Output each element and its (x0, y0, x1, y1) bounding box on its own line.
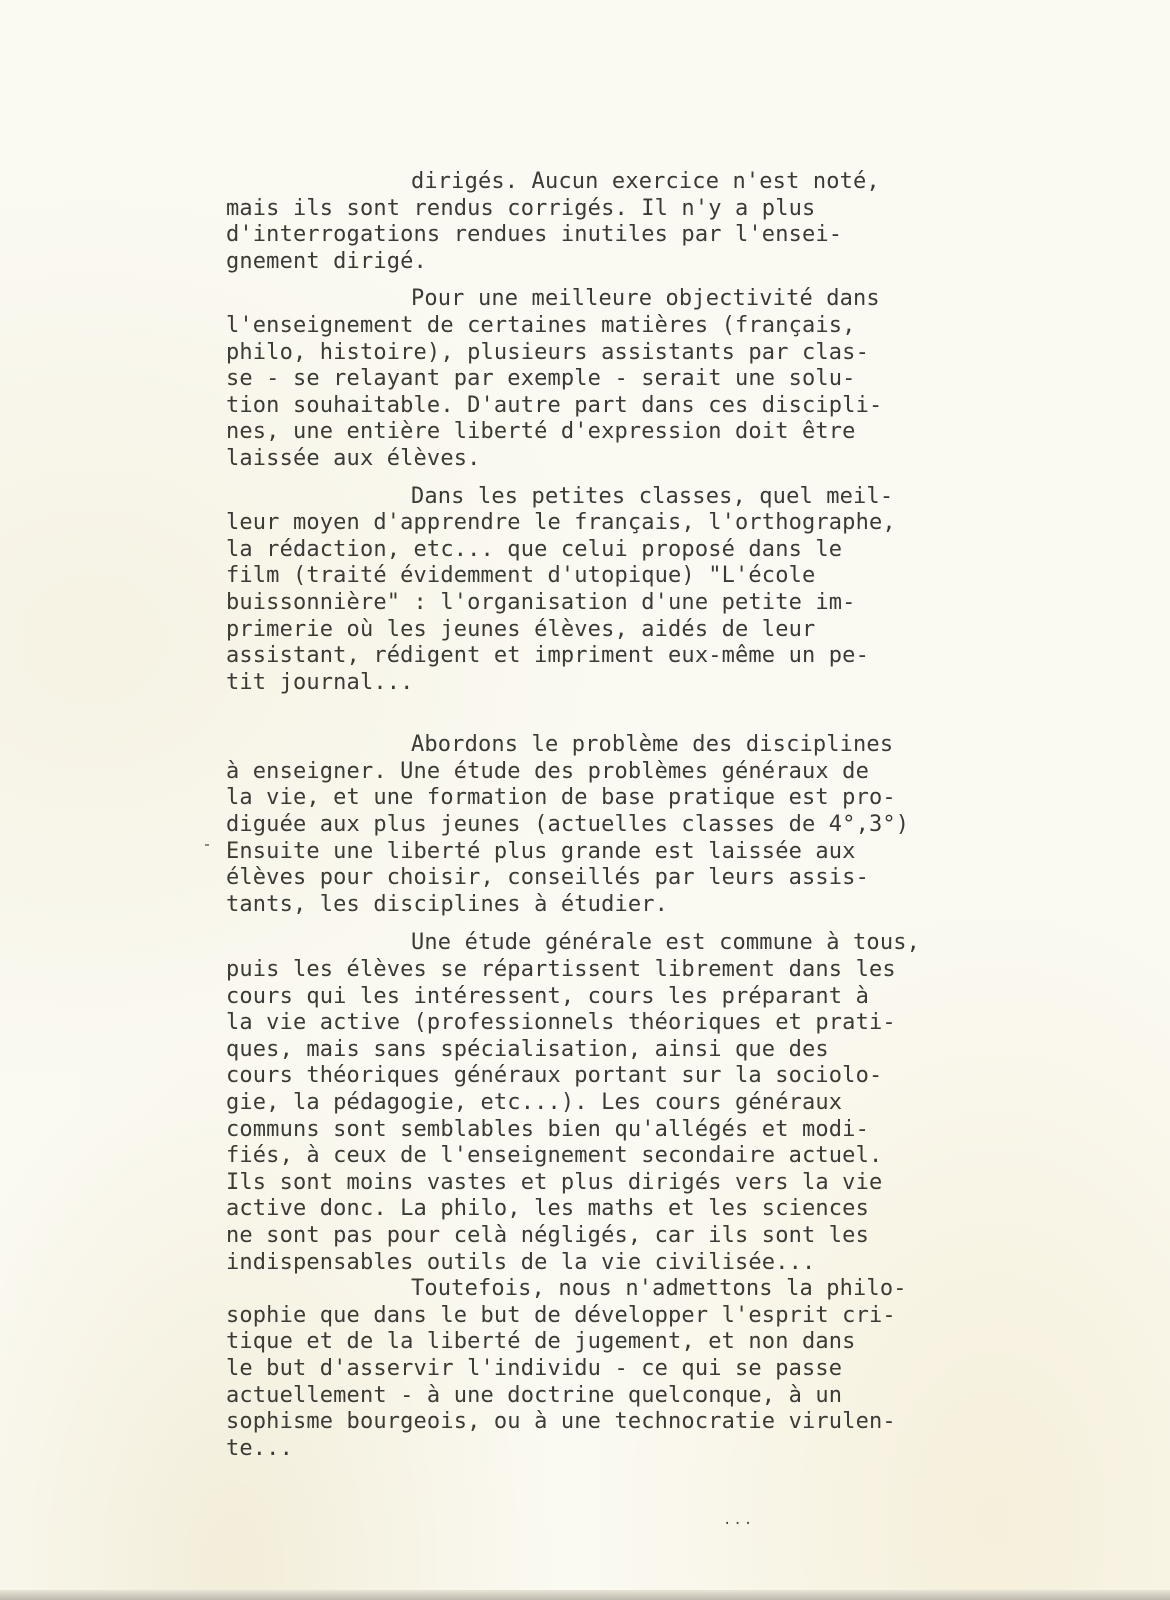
text-line: d'interrogations rendues inutiles par l'ensei- (226, 222, 843, 248)
page-bottom-edge (0, 1590, 1170, 1600)
text-line: actuellement - à une doctrine quelconque, à un (226, 1382, 843, 1408)
text-line: la vie, et une formation de base pratique est pro- (226, 785, 896, 811)
text-line: puis les élèves se répartissent librement dans les (226, 957, 896, 983)
paragraph-4 (226, 732, 1126, 918)
text-line: tion souhaitable. D'autre part dans ces discipli- (226, 392, 883, 418)
text-line: Toutefois, nous n'admettons la philo- (411, 1276, 907, 1302)
paragraph-spacer (226, 473, 1126, 484)
text-line: tants, les disciplines à étudier. (226, 891, 669, 917)
text-line: cours qui les intéressent, cours les préparant à (226, 983, 869, 1009)
text-line: à enseigner. Une étude des problèmes généraux de (226, 758, 869, 784)
margin-mark (205, 844, 209, 846)
text-line: philo, histoire), plusieurs assistants par clas- (226, 339, 869, 365)
paragraph-2 (226, 286, 1126, 472)
text-line: cours théoriques généraux portant sur la sociolo- (226, 1063, 883, 1089)
text-line: tit journal... (226, 669, 414, 695)
paragraph-3 (226, 484, 1126, 697)
text-line: mais ils sont rendus corrigés. Il n'y a plus (226, 195, 816, 221)
text-line: buissonnière" : l'organisation d'une petite im- (226, 589, 856, 615)
text-line: assistant, rédigent et impriment eux-même un pe- (226, 643, 869, 669)
text-line: laissée aux élèves. (226, 445, 481, 471)
paragraph-6 (226, 1276, 1126, 1462)
text-line: se - se relayant par exemple - serait une solu- (226, 366, 856, 392)
paragraph-spacer (226, 918, 1126, 930)
text-line: sophisme bourgeois, ou à une technocratie virulen- (226, 1409, 896, 1435)
text-line: Une étude générale est commune à tous, (411, 930, 921, 956)
typewritten-body (226, 169, 1126, 1462)
text-line: sophie que dans le but de développer l'esprit cri- (226, 1302, 896, 1328)
text-line: tique et de la liberté de jugement, et non dans (226, 1329, 856, 1355)
text-line: le but d'asservir l'individu - ce qui se passe (226, 1355, 843, 1381)
text-line: te... (226, 1435, 293, 1461)
paragraph-spacer (226, 696, 1126, 732)
text-line: gie, la pédagogie, etc...). Les cours généraux (226, 1090, 843, 1115)
text-line: la vie active (professionnels théoriques et prati- (226, 1010, 896, 1036)
continuation-marker: ... (723, 1512, 755, 1528)
text-line: ques, mais sans spécialisation, ainsi que des (226, 1036, 829, 1062)
paragraph-1 (226, 169, 1126, 275)
text-line: leur moyen d'apprendre le français, l'orthographe, (226, 510, 896, 536)
text-line: dirigés. Aucun exercice n'est noté, (411, 169, 880, 194)
text-line: primerie où les jeunes élèves, aidés de leur (226, 616, 816, 642)
paragraph-spacer (226, 275, 1126, 286)
text-line: Ensuite une liberté plus grande est laissée aux (226, 838, 856, 864)
text-line: communs sont semblables bien qu'allégés et modi- (226, 1116, 869, 1142)
paragraph-5 (226, 930, 1126, 1276)
text-line: indispensables outils de la vie civilisée... (226, 1249, 816, 1275)
text-line: la rédaction, etc... que celui proposé dans le (226, 536, 843, 562)
text-line: ne sont pas pour celà négligés, car ils sont les (226, 1222, 869, 1248)
text-line: gnement dirigé. (226, 248, 427, 274)
text-line: Dans les petites classes, quel meil- (411, 483, 894, 509)
text-line: l'enseignement de certaines matières (français, (226, 312, 856, 338)
text-line: Abordons le problème des disciplines (411, 732, 894, 758)
text-line: film (traité évidemment d'utopique) "L'école (226, 563, 816, 589)
text-line: Pour une meilleure objectivité dans (411, 286, 880, 312)
text-line: élèves pour choisir, conseillés par leurs assis- (226, 865, 869, 891)
text-line: Ils sont moins vastes et plus dirigés vers la vie (226, 1169, 883, 1195)
text-line: diguée aux plus jeunes (actuelles classes de 4°,3°) (226, 812, 910, 838)
text-line: fiés, à ceux de l'enseignement secondaire actuel. (226, 1143, 883, 1169)
text-line: nes, une entière liberté d'expression doit être (226, 419, 856, 445)
text-line: active donc. La philo, les maths et les sciences (226, 1196, 869, 1222)
